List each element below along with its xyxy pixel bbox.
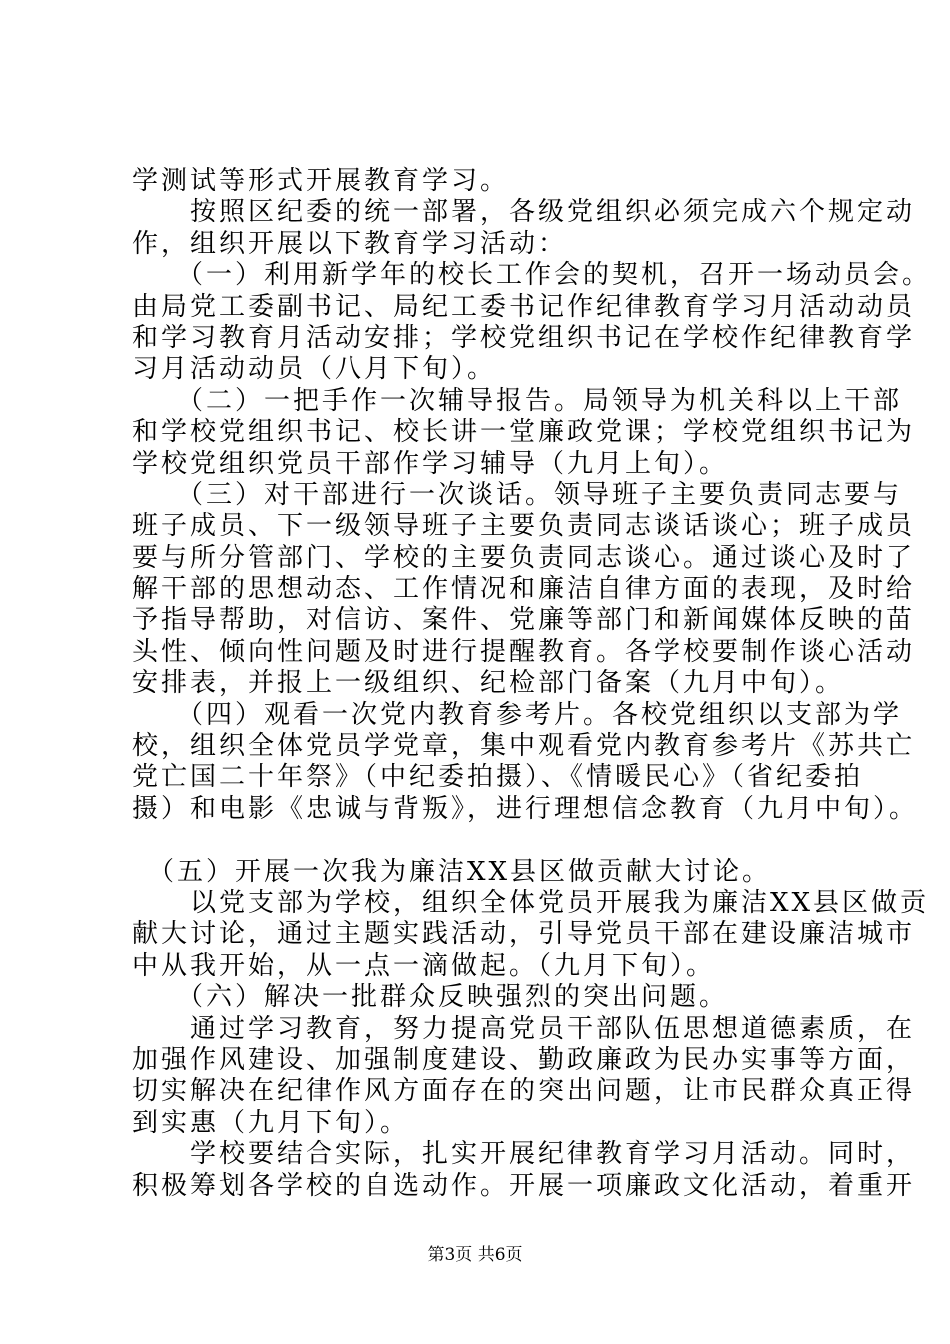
text-line: 中从我开始，从一点一滴做起。（九月下旬）。 [132,950,716,981]
blank-line [132,825,822,856]
text-line: 按照区纪委的统一部署，各级党组织必须完成六个规定动 [132,197,916,228]
text-line: 以党支部为学校，组织全体党员开展我为廉洁XX县区做贡 [132,887,930,918]
text-line: （三）对干部进行一次谈话。领导班子主要负责同志要与 [132,479,903,510]
text-line: 头性、倾向性问题及时进行提醒教育。各学校要制作谈心活动 [132,636,916,667]
text-line: （二）一把手作一次辅导报告。局领导为机关科以上干部 [132,385,903,416]
document-body [132,166,932,1202]
text-line: 安排表，并报上一级组织、纪检部门备案（九月中旬）。 [132,668,845,699]
text-line: 要与所分管部门、学校的主要负责同志谈心。通过谈心及时了 [132,542,916,573]
text-line: 通过学习教育，努力提高党员干部队伍思想道德素质，在 [132,1013,916,1044]
text-line: 解干部的思想动态、工作情况和廉洁自律方面的表现，及时给 [132,574,916,605]
text-line: 切实解决在纪律作风方面存在的突出问题，让市民群众真正得 [132,1076,916,1107]
text-line: （一）利用新学年的校长工作会的契机，召开一场动员会。 [132,260,932,291]
text-line: 积极筹划各学校的自选动作。开展一项廉政文化活动，着重开 [132,1170,916,1201]
text-line: 党亡国二十年祭》（中纪委拍摄）、《情暖民心》（省纪委拍 [132,762,864,793]
text-line: 由局党工委副书记、局纪工委书记作纪律教育学习月活动动员 [132,291,916,322]
text-line: 校，组织全体党员学党章，集中观看党内教育参考片《苏共亡 [132,731,916,762]
page-number: 第3页 共6页 [427,1245,523,1265]
text-line: （五）开展一次我为廉洁XX县区做贡献大讨论。 [132,856,772,887]
text-line: 学校要结合实际，扎实开展纪律教育学习月活动。同时， [132,1139,916,1170]
text-line: 和学校党组织书记、校长讲一堂廉政党课；学校党组织书记为 [132,417,916,448]
text-line: 到实惠（九月下旬）。 [132,1107,410,1138]
text-line: 加强作风建设、加强制度建设、勤政廉政为民办实事等方面， [132,1044,916,1075]
text-line: （四）观看一次党内教育参考片。各校党组织以支部为学 [132,699,903,730]
text-line: 学测试等形式开展教育学习。 [132,166,510,196]
text-line: 习月活动动员（八月下旬）。 [132,354,497,385]
text-line: 予指导帮助，对信访、案件、党廉等部门和新闻媒体反映的苗 [132,605,916,636]
text-line: 班子成员、下一级领导班子主要负责同志谈话谈心；班子成员 [132,511,916,542]
text-line: 摄）和电影《忠诚与背叛》，进行理想信念教育（九月中旬）。 [132,793,919,824]
text-line: 和学习教育月活动安排；学校党组织书记在学校作纪律教育学 [132,322,916,353]
text-line: 作，组织开展以下教育学习活动： [132,228,568,259]
text-line: 学校党组织党员干部作学习辅导（九月上旬）。 [132,448,729,479]
text-line: （六）解决一批群众反映强烈的突出问题。 [132,982,729,1013]
text-line: 献大讨论，通过主题实践活动，引导党员干部在建设廉洁城市 [132,919,916,950]
